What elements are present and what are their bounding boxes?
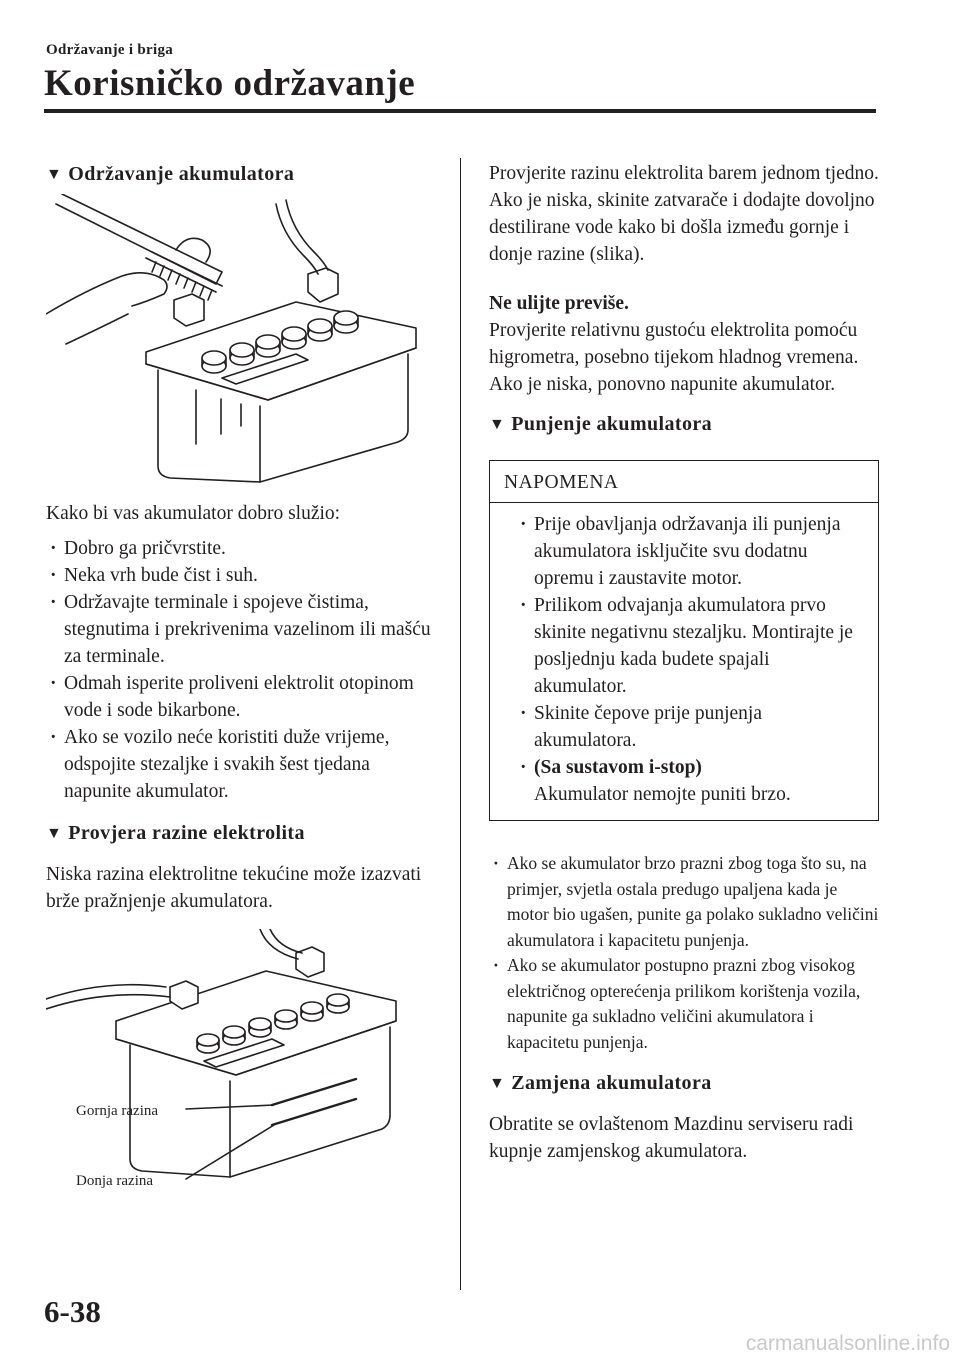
discharge-bullet-list (489, 851, 879, 1055)
lower-level-label: Donja razina (76, 1173, 154, 1189)
page-title: Korisničko održavanje (44, 63, 416, 104)
list-item: · Neka vrh bude čist i suh. (46, 562, 441, 589)
triangle-marker-icon: ▼ (489, 416, 506, 433)
gravity-paragraph: Provjerite relativnu gustoću elektrolita pomoću higrometra, posebno tijekom hladnog vremena. Ako je niska, ponovno napunite akumulator. (489, 320, 859, 395)
list-item: · Prije obavljanja održavanja ili punjenja akumulatora isključite svu dodatnu opremu i zaustavite motor. (504, 511, 864, 592)
check-level-paragraph: Provjerite razinu elektrolita barem jednom tjedno. Ako je niska, skinite zatvarače i dodajte dovoljno destilirane vode kako bi došla između gornje i donje razine (slika). (489, 163, 879, 265)
istop-text: Akumulator nemojte puniti brzo. (534, 784, 791, 805)
list-item: · Prilikom odvajanja akumulatora prvo skinite negativnu stezaljku. Montirajte je posljednju kada budete spajali akumulator. (504, 592, 864, 700)
section-heading: ▼ Punjenje akumulatora (489, 413, 713, 435)
list-item: · Ako se akumulator brzo prazni zbog toga što su, na primjer, svjetla ostala predugo upaljena kada je motor bio ugašen, punite ga polako sukladno veličini akumulatora i kapacitetu punjenja. (489, 851, 879, 953)
note-title: NAPOMENA (490, 461, 878, 503)
page-number: 6-38 (44, 1294, 101, 1329)
care-bullet-list (46, 535, 441, 805)
column-divider (460, 158, 461, 1290)
battery-cleaning-illustration (46, 194, 436, 484)
triangle-marker-icon: ▼ (46, 166, 63, 183)
list-item: · Ako se akumulator postupno prazni zbog visokog električnog opterećenja prilikom korištenja vozila, napunite ga sukladno veličini akumulatora i kapacitetu punjenja. (489, 953, 879, 1055)
list-item: · Održavajte terminale i spojeve čistima, stegnutima i prekrivenima vazelinom ili mašću za terminale. (46, 589, 441, 670)
istop-label: (Sa sustavom i-stop) (534, 757, 702, 778)
replacement-paragraph: Obratite se ovlaštenom Mazdinu serviseru radi kupnje zamjenskog akumulatora. (489, 1114, 854, 1162)
electrolyte-paragraph: Niska razina elektrolitne tekućine može izazvati brže pražnjenje akumulatora. (46, 864, 422, 912)
right-column (489, 160, 879, 1165)
list-item: · Ako se vozilo neće koristiti duže vrijeme, odspojite stezaljke i svakih šest tjedana napunite akumulator. (46, 724, 441, 805)
note-box (489, 460, 879, 821)
list-item (504, 754, 864, 808)
left-column (46, 160, 441, 1199)
section-heading: ▼ Zamjena akumulatora (489, 1072, 712, 1094)
list-item: · Dobro ga pričvrstite. (46, 535, 441, 562)
watermark: carmanualsonline.info (745, 1332, 950, 1355)
electrolyte-level-illustration (46, 929, 436, 1199)
section-label: Održavanje i briga (46, 42, 174, 58)
intro-text: Kako bi vas akumulator dobro služio: (46, 503, 341, 524)
list-item: · Skinite čepove prije punjenja akumulatora. (504, 700, 864, 754)
section-heading: ▼ Provjera razine elektrolita (46, 822, 305, 844)
warning-text: Ne ulijte previše. (489, 293, 629, 314)
upper-level-label: Gornja razina (76, 1103, 159, 1119)
section-heading: ▼ Održavanje akumulatora (46, 163, 295, 185)
note-list (504, 511, 864, 808)
triangle-marker-icon: ▼ (46, 825, 63, 842)
triangle-marker-icon: ▼ (489, 1075, 506, 1092)
title-rule (44, 109, 876, 113)
list-item: · Odmah isperite proliveni elektrolit otopinom vode i sode bikarbone. (46, 670, 441, 724)
